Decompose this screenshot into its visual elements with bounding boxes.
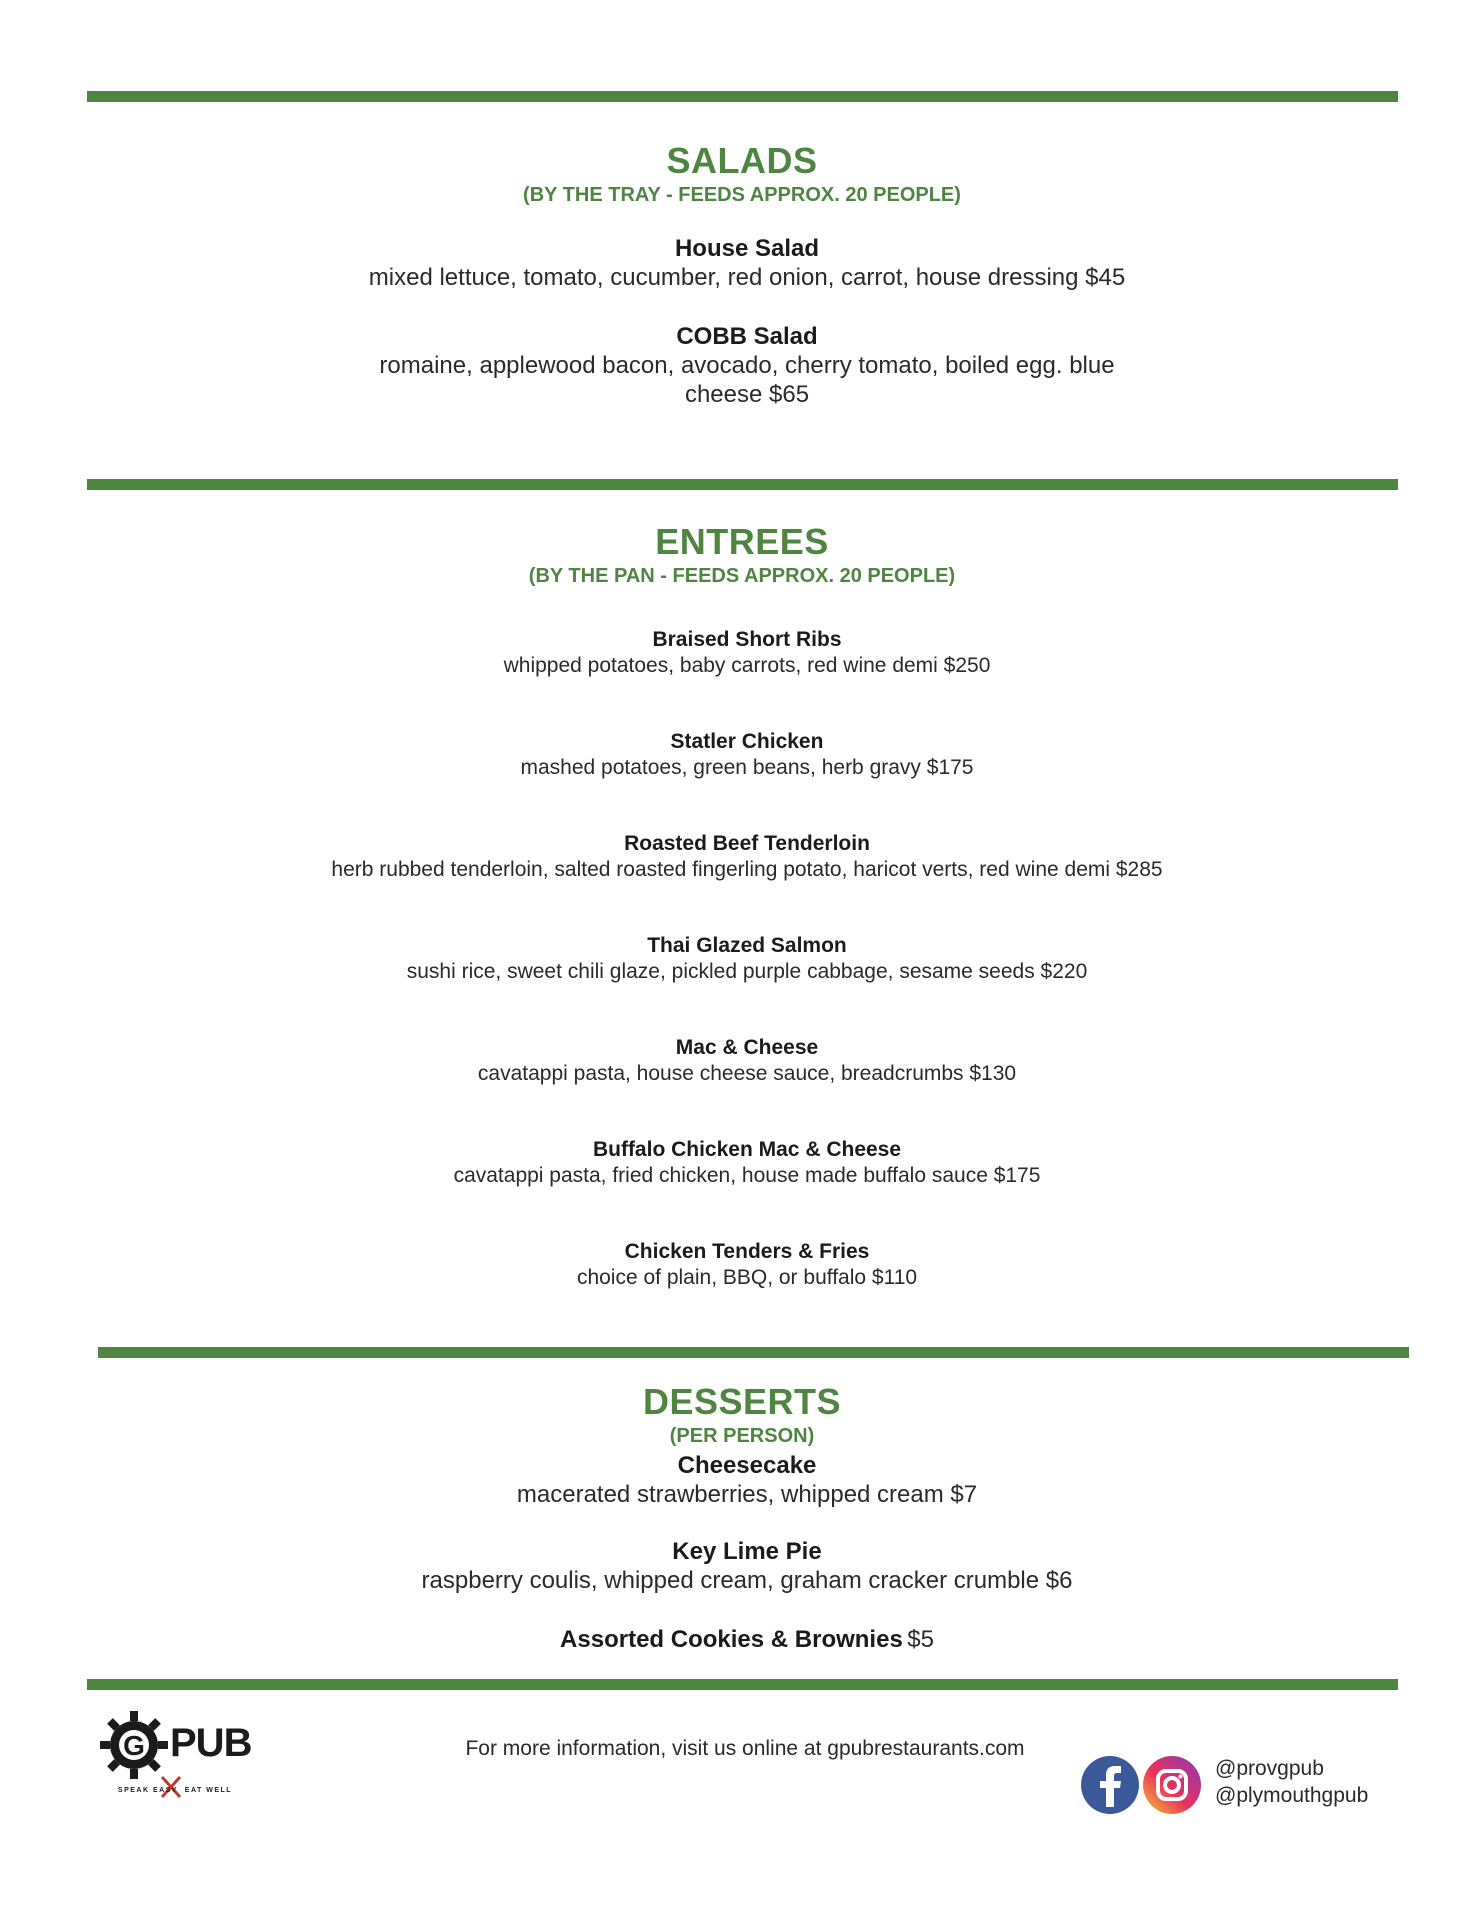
divider-salads-entrees (87, 479, 1398, 490)
salads-title: SALADS (666, 140, 818, 181)
social-handles (1215, 1755, 1368, 1809)
desserts-title: DESSERTS (642, 1381, 842, 1422)
entrees-title: ENTREES (655, 521, 829, 562)
social-icons (1080, 1755, 1205, 1822)
item-name: Chicken Tenders & Fries (624, 1240, 870, 1263)
instagram-icon[interactable] (1143, 1756, 1201, 1814)
item-name: Statler Chicken (670, 730, 824, 753)
item-desc: romaine, applewood bacon, avocado, cherry tomato, boiled egg. blue (379, 352, 1115, 379)
item-price: $5 (907, 1626, 934, 1653)
divider-top (87, 91, 1398, 102)
divider-bottom (87, 1679, 1398, 1690)
item-desc: mashed potatoes, green beans, herb gravy $175 (520, 756, 974, 779)
menu-item (10, 1035, 1484, 1087)
item-desc: choice of plain, BBQ, or buffalo $110 (576, 1266, 918, 1289)
menu-item (10, 729, 1484, 781)
gpub-logo (100, 1705, 250, 1805)
handle-plymouthgpub[interactable]: @plymouthgpub (1215, 1784, 1369, 1807)
menu-item (10, 831, 1484, 883)
logo-tagline: SPEAK EASY EAT WELL (117, 1787, 233, 1794)
item-desc: cavatappi pasta, house cheese sauce, breadcrumbs $130 (477, 1062, 1017, 1085)
menu-item (10, 234, 1484, 292)
entrees-section (0, 521, 1484, 1291)
item-name: Roasted Beef Tenderloin (624, 832, 870, 855)
handle-provgpub[interactable]: @provgpub (1215, 1757, 1324, 1780)
item-name: Key Lime Pie (672, 1538, 822, 1565)
item-name: Cheesecake (677, 1452, 817, 1479)
item-name: Braised Short Ribs (652, 628, 842, 651)
menu-item (10, 1239, 1484, 1291)
logo-text: PUB (170, 1721, 252, 1765)
menu-item (10, 933, 1484, 985)
salads-subtitle: (BY THE TRAY - FEEDS APPROX. 20 PEOPLE) (523, 184, 961, 206)
item-name: COBB Salad (676, 323, 818, 350)
item-desc: cheese $65 (684, 381, 810, 408)
salads-section (0, 140, 1484, 409)
item-name: Buffalo Chicken Mac & Cheese (592, 1138, 902, 1161)
item-desc: cavatappi pasta, fried chicken, house made buffalo sauce $175 (453, 1164, 1041, 1187)
item-name: Thai Glazed Salmon (647, 934, 847, 957)
menu-item (10, 1537, 1484, 1595)
item-desc: herb rubbed tenderloin, salted roasted fingerling potato, haricot verts, red wine demi $285 (331, 858, 1163, 881)
menu-item (10, 1625, 1484, 1654)
desserts-subtitle: (PER PERSON) (669, 1425, 815, 1447)
item-name: House Salad (674, 235, 820, 262)
item-desc: whipped potatoes, baby carrots, red wine demi $250 (503, 654, 991, 677)
item-name: Mac & Cheese (675, 1036, 819, 1059)
menu-item (10, 627, 1484, 679)
footer-info: For more information, visit us online at gpubrestaurants.com (465, 1737, 1025, 1760)
item-desc: sushi rice, sweet chili glaze, pickled purple cabbage, sesame seeds $220 (406, 960, 1088, 983)
facebook-icon[interactable] (1081, 1756, 1139, 1814)
desserts-section (0, 1381, 1484, 1654)
menu-item (10, 1137, 1484, 1189)
svg-text:G: G (123, 1730, 145, 1761)
item-desc: macerated strawberries, whipped cream $7 (516, 1481, 978, 1508)
item-desc: raspberry coulis, whipped cream, graham cracker crumble $6 (421, 1567, 1073, 1594)
item-desc: mixed lettuce, tomato, cucumber, red onion, carrot, house dressing $45 (368, 264, 1126, 291)
menu-item (10, 1451, 1484, 1509)
menu-item (10, 322, 1484, 409)
entrees-subtitle: (BY THE PAN - FEEDS APPROX. 20 PEOPLE) (528, 565, 956, 587)
divider-entrees-desserts (98, 1347, 1409, 1358)
item-name: Assorted Cookies & Brownies (560, 1626, 903, 1653)
